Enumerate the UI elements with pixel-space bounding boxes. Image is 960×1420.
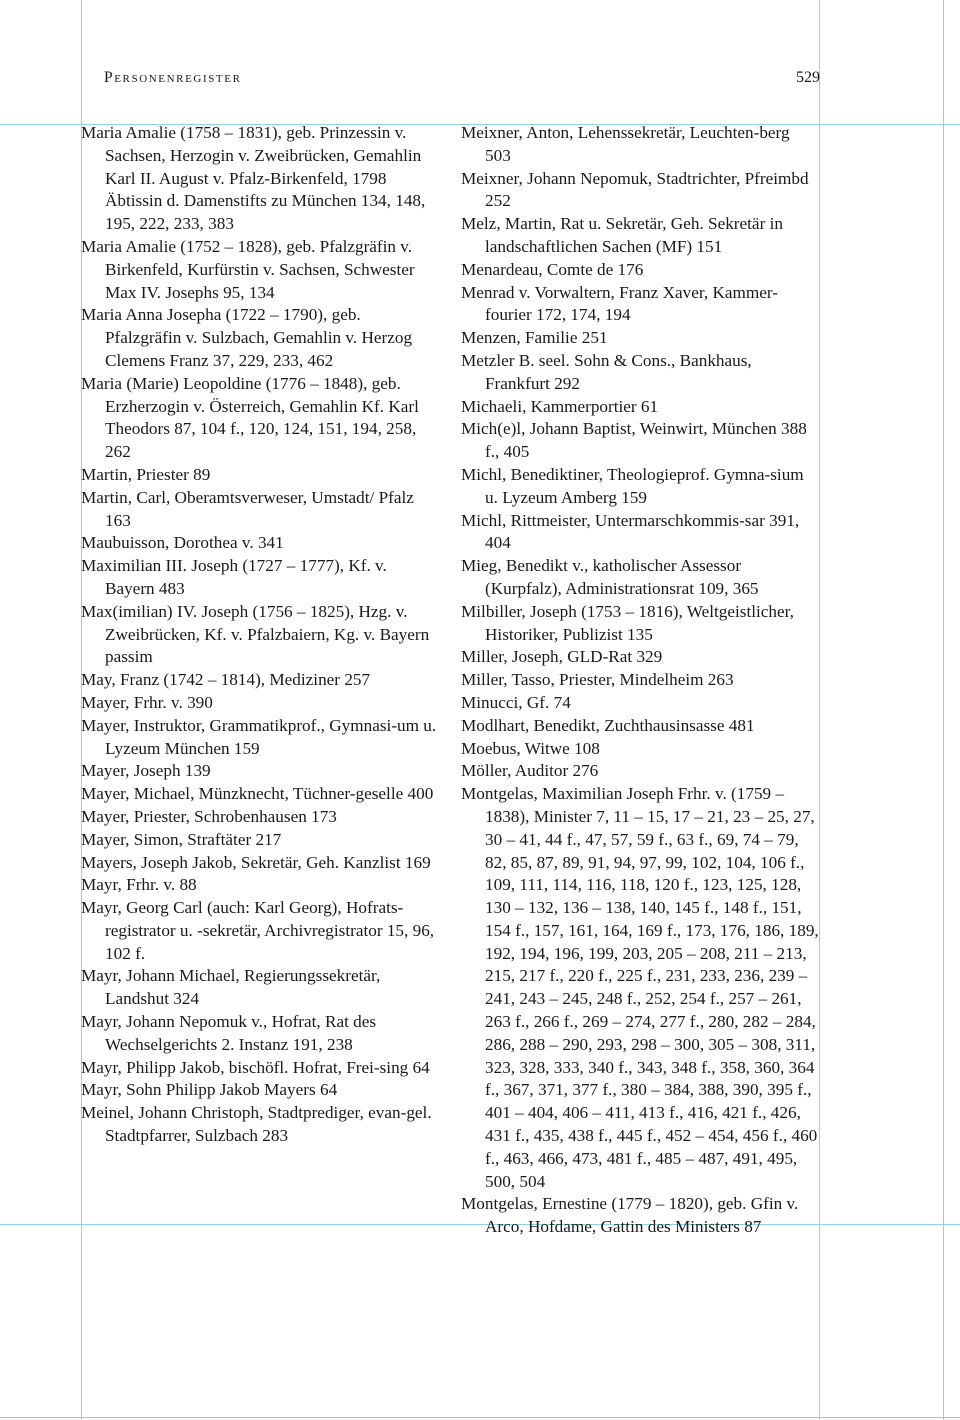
index-entry-text: Milbiller, Joseph (1753 – 1816), Weltgeistlicher, Historiker, Publizist 135 <box>461 601 794 644</box>
index-entry-text: Modlhart, Benedikt, Zuchthausinsasse 481 <box>461 715 755 735</box>
index-entry <box>81 532 439 555</box>
index-entry-text: Mayr, Frhr. v. 88 <box>81 875 197 895</box>
index-entry <box>461 646 819 669</box>
index-entry <box>461 464 819 510</box>
index-entry-text: Minucci, Gf. 74 <box>461 692 571 712</box>
running-head <box>104 69 820 91</box>
index-entry <box>81 373 439 464</box>
index-entry-text: Mayer, Priester, Schrobenhausen 173 <box>81 806 337 826</box>
index-entry-text: Michl, Rittmeister, Untermarschkommis-sar 391, 404 <box>461 510 800 553</box>
index-entry-text: Maximilian III. Joseph (1727 – 1777), Kf. v. Bayern 483 <box>81 556 387 598</box>
index-entry <box>461 555 819 601</box>
index-entry <box>81 122 439 236</box>
index-entry-text: Mayr, Sohn Philipp Jakob Mayers 64 <box>81 1080 338 1100</box>
index-entry-text: Mayer, Michael, Münzknecht, Tüchner-geselle 400 <box>81 784 434 804</box>
index-entry-text: Mich(e)l, Johann Baptist, Weinwirt, München 388 f., 405 <box>461 419 807 462</box>
index-entry <box>81 897 439 965</box>
index-entry <box>461 715 819 738</box>
index-entry <box>81 601 439 669</box>
index-entry <box>461 760 819 783</box>
index-entry <box>461 396 819 419</box>
index-entry <box>461 213 819 259</box>
index-entry-text: Mayers, Joseph Jakob, Sekretär, Geh. Kanzlist 169 <box>81 852 431 872</box>
index-entry-text: May, Franz (1742 – 1814), Mediziner 257 <box>81 670 371 690</box>
index-entry-text: Möller, Auditor 276 <box>461 761 599 781</box>
index-entry-text: Maria Amalie (1758 – 1831), geb. Prinzessin v. Sachsen, Herzogin v. Zweibrücken, Gemahlin Karl II. August v. Pfalz-Birkenfeld, 1798 Äbtissin d. Damenstifts zu München 134, 148, 195, 222, 233, 383 <box>81 123 426 234</box>
index-entry <box>81 1011 439 1057</box>
index-entry <box>461 783 819 1193</box>
index-entry <box>461 282 819 328</box>
index-entry-text: Maria (Marie) Leopoldine (1776 – 1848), geb. Erzherzogin v. Österreich, Gemahlin Kf. Karl Theodors 87, 104 f., 120, 124, 151, 194, 258, 262 <box>81 373 419 462</box>
index-entry-text: Mayer, Simon, Straftäter 217 <box>81 829 282 849</box>
index-entry-text: Michaeli, Kammerportier 61 <box>461 396 659 416</box>
index-entry-text: Montgelas, Ernestine (1779 – 1820), geb. Gfin v. Arco, Hofdame, Gattin des Ministers 87 <box>461 1194 799 1237</box>
index-entry-text: Meixner, Anton, Lehenssekretär, Leuchten-berg 503 <box>461 123 790 165</box>
index-entry-text: Maria Anna Josepha (1722 – 1790), geb. Pfalzgräfin v. Sulzbach, Gemahlin v. Herzog Clemens Franz 37, 229, 233, 462 <box>81 305 413 370</box>
index-entry <box>461 601 819 647</box>
index-entry <box>461 669 819 692</box>
index-entry-text: Melz, Martin, Rat u. Sekretär, Geh. Sekretär in landschaftlichen Sachen (MF) 151 <box>461 214 783 256</box>
index-entry <box>81 874 439 897</box>
index-entry <box>461 418 819 464</box>
bleed-guide-bottom <box>0 1417 960 1418</box>
index-entry <box>81 1079 439 1102</box>
index-entry-text: Mayer, Instruktor, Grammatikprof., Gymnasi-um u. Lyzeum München 159 <box>81 715 437 758</box>
index-entry <box>81 760 439 783</box>
index-entry <box>461 350 819 396</box>
index-entry <box>461 738 819 761</box>
index-entry-text: Maria Amalie (1752 – 1828), geb. Pfalzgräfin v. Birkenfeld, Kurfürstin v. Sachsen, Schwester Max IV. Josephs 95, 134 <box>81 236 415 302</box>
index-entry <box>81 806 439 829</box>
index-entry <box>461 122 819 168</box>
index-entry <box>81 965 439 1011</box>
index-entry-text: Meinel, Johann Christoph, Stadtprediger, evan-gel. Stadtpfarrer, Sulzbach 283 <box>81 1103 432 1146</box>
margin-guide-right <box>819 0 820 1420</box>
index-entry-text: Maubuisson, Dorothea v. 341 <box>81 533 284 553</box>
index-entry-text: Mayr, Johann Nepomuk v., Hofrat, Rat des Wechselgerichts 2. Instanz 191, 238 <box>81 1012 377 1054</box>
index-entry <box>81 1057 439 1080</box>
index-entry <box>461 1193 819 1239</box>
index-column-left <box>81 122 439 1148</box>
index-entry-text: Menzen, Familie 251 <box>461 328 608 348</box>
index-entry <box>81 715 439 761</box>
bleed-guide-right <box>943 0 944 1420</box>
index-entry-text: Mayr, Philipp Jakob, bischöfl. Hofrat, Frei-sing 64 <box>81 1057 430 1077</box>
index-entry <box>461 259 819 282</box>
index-entry <box>81 236 439 304</box>
index-entry <box>81 555 439 601</box>
index-entry-text: Max(imilian) IV. Joseph (1756 – 1825), Hzg. v. Zweibrücken, Kf. v. Pfalzbaiern, Kg. v. Bayern passim <box>81 601 430 667</box>
index-entry <box>81 464 439 487</box>
running-title: Personenregister <box>104 69 242 86</box>
index-entry <box>81 487 439 533</box>
index-entry-text: Mayr, Johann Michael, Regierungssekretär, Landshut 324 <box>81 966 381 1009</box>
index-entry <box>81 304 439 372</box>
index-entry <box>461 168 819 214</box>
index-entry-text: Mayer, Joseph 139 <box>81 761 211 781</box>
index-entry-text: Mayr, Georg Carl (auch: Karl Georg), Hofrats-registrator u. -sekretär, Archivregistrator 15, 96, 102 f. <box>81 898 435 963</box>
index-entry-text: Metzler B. seel. Sohn & Cons., Bankhaus, Frankfurt 292 <box>461 350 752 393</box>
index-entry <box>81 783 439 806</box>
index-entry-text: Moebus, Witwe 108 <box>461 738 600 758</box>
index-entry-text: Montgelas, Maximilian Joseph Frhr. v. (1759 – 1838), Minister 7, 11 – 15, 17 – 21, 23 – 25, 27, 30 – 41, 44 f., 47, 57, 59 f., 63 f., 69, 74 – 79, 82, 85, 87, 89, 91, 94, 97, 99, 102, 104, 106 f., 109, 111, 114, 116, 118, 120 f., 123, 125, 128, 130 – 132, 136 – 138, 140, 145 f., 148 f., 151, 154 f., 157, 161, 164, 169 f., 173, 176, 186, 189, 192, 194, 196, 199, 203, 205 – 208, 211 – 213, 215, 217 f., 220 f., 225 f., 231, 233, 236, 239 – 241, 243 – 245, 248 f., 252, 254 f., 257 – 261, 263 f., 266 f., 269 – 274, 277 f., 280, 282 – 284, 286, 288 – 290, 293, 298 – 300, 305 – 308, 311, 323, 328, 333, 340 f., 343, 348 f., 358, 360, 364 f., 367, 371, 377 f., 380 – 384, 388, 390, 395 f., 401 – 404, 406 – 411, 413 f., 416, 421 f., 426, 431 f., 435, 438 f., 445 f., 452 – 454, 456 f., 460 f., 463, 466, 473, 481 f., 485 – 487, 491, 495, 500, 504 <box>461 784 819 1191</box>
index-entry-text: Mayer, Frhr. v. 390 <box>81 692 213 712</box>
index-entry-text: Michl, Benediktiner, Theologieprof. Gymna-sium u. Lyzeum Amberg 159 <box>461 464 804 507</box>
index-entry <box>81 669 439 692</box>
index-entry-text: Martin, Carl, Oberamtsverweser, Umstadt/ Pfalz 163 <box>81 487 414 530</box>
index-entry-text: Miller, Joseph, GLD-Rat 329 <box>461 647 663 667</box>
page-number: 529 <box>796 69 820 86</box>
index-entry <box>461 692 819 715</box>
index-entry <box>81 852 439 875</box>
index-entry <box>81 829 439 852</box>
index-entry <box>461 510 819 556</box>
index-entry-text: Miller, Tasso, Priester, Mindelheim 263 <box>461 670 734 690</box>
index-entry-text: Martin, Priester 89 <box>81 464 211 484</box>
index-entry-text: Menardeau, Comte de 176 <box>461 259 644 279</box>
index-entry-text: Mieg, Benedikt v., katholischer Assessor (Kurpfalz), Administrationsrat 109, 365 <box>461 556 759 598</box>
index-entry <box>81 1102 439 1148</box>
index-entry <box>461 327 819 350</box>
index-entry-text: Menrad v. Vorwaltern, Franz Xaver, Kammer-fourier 172, 174, 194 <box>461 282 778 325</box>
index-column-right <box>461 122 819 1239</box>
index-entry-text: Meixner, Johann Nepomuk, Stadtrichter, Pfreimbd 252 <box>461 168 809 211</box>
index-entry <box>81 692 439 715</box>
